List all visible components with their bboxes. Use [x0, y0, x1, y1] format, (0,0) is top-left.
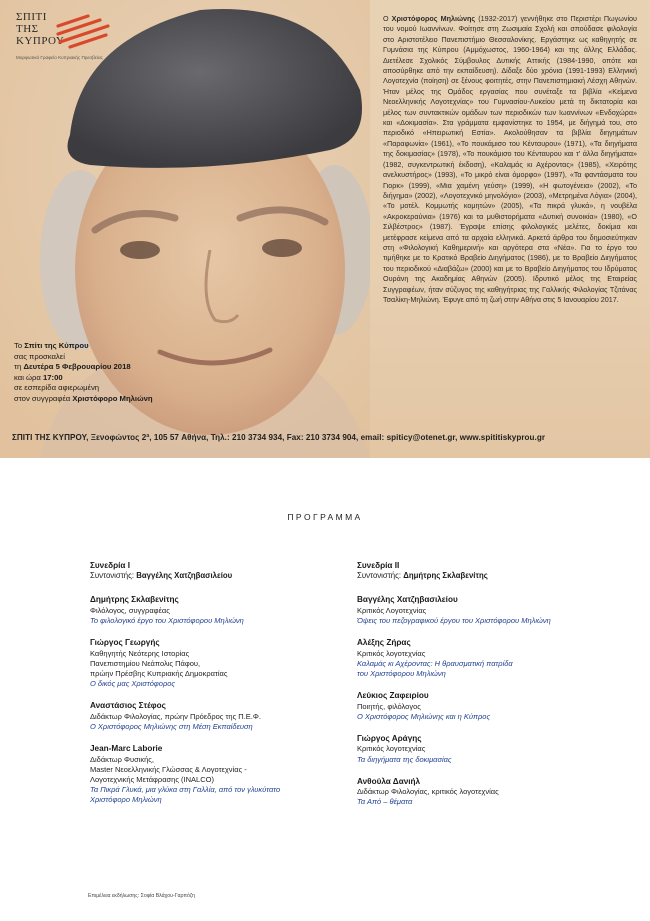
- speaker-name: Λεύκιος Ζαφειρίου: [357, 691, 429, 701]
- invite-honoree: Χριστόφορο Μηλιώνη: [72, 393, 153, 403]
- event-curator-credit: Επιμέλεια εκδήλωσης: Σοφία Βλάχου-Γαρπόζη: [88, 893, 195, 899]
- speaker-name: Jean-Marc Laborie: [90, 744, 163, 754]
- speaker: [357, 638, 597, 679]
- speaker-name: Δημήτρης Σκλαβενίτης: [90, 595, 179, 605]
- invite-line-1: [14, 341, 214, 352]
- moderator-name: Βαγγέλης Χατζηβασιλείου: [136, 571, 233, 581]
- speaker-topic: Ο δικός μας Χριστόφορος: [90, 679, 176, 689]
- moderator-name: Δημήτρης Σκλαβενίτης: [403, 571, 488, 581]
- moderator-label: Συντονιστής:: [90, 571, 137, 581]
- speaker: [90, 701, 330, 732]
- speaker-topic: Τα Από – θέματα: [357, 797, 413, 807]
- speaker-role: πρώην Πρέσβης Κυπριακής Δημοκρατίας: [90, 669, 228, 679]
- speaker-name: Βαγγέλης Χατζηβασιλείου: [357, 595, 458, 605]
- speaker: [357, 777, 597, 808]
- speaker-name: Γιώργος Αράγης: [357, 734, 422, 744]
- contact-line: ΣΠΙΤΙ ΤΗΣ ΚΥΠΡΟΥ, Ξενοφώντος 2ª, 105 57 Αθήνα, Τηλ.: 210 3734 934, Fax: 210 3734 904, email: spiticy@otenet.gr, www.spititiskyprou.gr: [12, 433, 546, 442]
- logo-line-1: ΣΠΙΤΙ: [16, 11, 47, 23]
- speaker: [357, 734, 597, 765]
- invitation-header: [0, 0, 650, 458]
- speaker-topic: του Χριστόφορου Μηλιώνη: [357, 669, 446, 679]
- speaker-role: Ποιητής, φιλόλογος: [357, 701, 421, 711]
- speaker-role: Master Νεοελληνικής Γλώσσας & Λογοτεχνίας -: [90, 764, 247, 774]
- invite-line-3: [14, 362, 214, 373]
- speaker-name: Γιώργος Γεωργής: [90, 638, 160, 648]
- speaker-topic: Ο Χριστόφορος Μηλιώνης στη Μέση Εκπαίδευση: [90, 722, 253, 732]
- session-2-moderator: [357, 571, 597, 581]
- bio-text: (1932-2017) γεννήθηκε στο Περιστέρι Πωγωνίου του νομού Ιωαννίνων. Φοίτησε στη Ζωσιμαία Σχολή και σπούδασε φιλολογία στο Αριστοτέλειο Πανεπιστήμιο Θεσσαλονίκης. Εργάστηκε ως καθηγητής σε Γυμνάσια της Κύπρου (Αμμόχωστος, 1960-1964) και της άλλης Ελλάδας. Διετέλεσε Σχολικός Σύμβουλος Δυτικής Αττικής (1984-1990, οπότε και αποσύρθηκε από την εκπαίδευση). Δίδαξε δύο χρόνια (1991-1993) Ελληνική Λογοτεχνία (ποίηση) σε ξένους φοιτητές, στην Πανεπιστημιακή Λέσχη Αθηνών. Ήταν μέλος της Ομάδος εργασίας που συνέταξε τα βιβλία «Κείμενα Νεοελληνικής Λογοτεχνίας» του Γυμνασίου-Λυκείου μετά τη δικτατορία και μέλος των συντακτικών ομάδων των περιοδικών των Ιωαννίνων «Ενδοχώρα» και «Δοκιμασία». Στα γράμματα εμφανίστηκε το 1954, με διήγημά του, στο περιοδικό «Ηπειρωτική Εστία». Ακολούθησαν τα βιβλία διηγημάτων «Παραφωνία» (1961), «Το πουκάμισο του Κένταυρου» (1971), «Τα διηγήματα της δοκιμασίας» (1978), «Το πουκάμισο του Κένταυρου και τ' άλλα διηγήματα» (1982, συγκεντρωτική έκδοση), «Καλαμάς κι Αχέροντας» (1985), «Χειρότης ανελκυστήρος» (1993), «Το μικρό είναι όμορφο» (1997), «Τα φαντάσματα του Γιορκ» (1999), «Μια χαμένη γεύση» (1999), «Η φωτογένεια» (2002), «Το διήγημα» (2002), «Λογοτεχνικό μηνολόγιο» (2003), «Μετρημένα Λόγια» (2004), «Το μοτέλ. Κομμωτής κομητών» (2005), «Τα πικρά γλυκά», η νουβέλα «Ακροκεραύνια» (1976) και τα μυθιστορήματα «Δυτική συνοικία» (1980), «Ο Σιλβέστρος» (1987). Έγραψε επίσης φιλολογικές μελέτες, δοκίμια και μετέφρασε κείμενα από τα αρχαία ελληνικά. Αρκετά άρθρα του δημοσιεύτηκαν στη «Φιλολογική Καθημερινή» και αργότερα στα «Νέα». Για το έργο του τιμήθηκε με το Κρατικό Βραβείο Διηγήματος (1986), με το Βραβείο Διηγήματος του περιοδικού «Διαβάζω» (2000) και με το Βραβείο Διηγήματος του Ιδρύματος Ουράνη της Ακαδημίας Αθηνών (2005). Ιδρυτικό μέλος της Εταιρείας Συγγραφέων, ήταν σύζυγος της καθηγήτριας της Γαλλικής Φιλολογίας Τζιτάνας Τσαλίκη-Μηλιώνη. Έφυγε από τη ζωή στην Αθήνα στις 5 Ιανουαρίου 2017.: [383, 14, 637, 304]
- invite-l4-pre: και ώρα: [14, 372, 43, 382]
- speaker-topic: Τα Πικρά Γλυκά, μια γλύκα στη Γαλλία, από τον γλυκύτατο: [90, 785, 281, 795]
- speaker-role: Διδάκτωρ Φυσικής,: [90, 754, 154, 764]
- speaker-role: Λογοτεχνικής Μετάφρασης (INALCO): [90, 775, 214, 785]
- invite-line-2: σας προσκαλεί: [14, 351, 65, 361]
- session-1-moderator: [90, 571, 330, 581]
- speaker-role: Πανεπιστημίου Νεάπολις Πάφου,: [90, 658, 201, 668]
- logo-subtitle: Μορφωτικό Γραφείο Κυπριακής Πρεσβείας: [16, 55, 103, 60]
- speaker-role: Διδάκτωρ Φιλολογίας, πρώην Πρόεδρος της Π.Ε.Φ.: [90, 711, 261, 721]
- speaker: [357, 691, 597, 722]
- author-biography: [383, 14, 637, 305]
- speaker-topic: Το φιλολογικό έργο του Χριστόφορου Μηλιώνη: [90, 616, 244, 626]
- invitation-text: [14, 341, 214, 405]
- session-2: [357, 561, 597, 820]
- invite-time: 17:00: [43, 372, 63, 382]
- speaker-role: Κριτικός λογοτεχνίας: [357, 648, 426, 658]
- speaker-role: Κριτικός λογοτεχνίας: [357, 744, 426, 754]
- speaker-role: Φιλόλογος, συγγραφέας: [90, 605, 170, 615]
- speaker-name: Αναστάσιος Στέφος: [90, 701, 166, 711]
- speaker-topic: Όψεις του πεζογραφικού έργου του Χριστόφορου Μηλιώνη: [357, 616, 551, 626]
- invite-l6-pre: στον συγγραφέα: [14, 393, 73, 403]
- speaker: [90, 595, 330, 626]
- speaker: [357, 595, 597, 626]
- bio-author-name: Χριστόφορος Μηλιώνης: [391, 14, 476, 23]
- speaker: [90, 744, 330, 805]
- invite-l3-pre: τη: [14, 362, 24, 372]
- speaker-role: Καθηγητής Νεότερης Ιστορίας: [90, 648, 190, 658]
- program-title: ΠΡΟΓΡΑΜΜΑ: [287, 512, 363, 522]
- invite-line-5: σε εσπερίδα αφιερωμένη: [14, 383, 100, 393]
- session-1-title: Συνεδρία Ι: [90, 561, 131, 570]
- logo-line-3: ΚΥΠΡΟΥ: [16, 35, 65, 47]
- moderator-label: Συντονιστής:: [357, 571, 404, 581]
- speaker-topic: Χριστόφορο Μηλιώνη: [90, 795, 162, 805]
- speaker-role: Διδάκτωρ Φιλολογίας, κριτικός λογοτεχνίας: [357, 787, 499, 797]
- speaker-topic: Καλαμάς κι Αχέροντας: Η θραυσματική πατρίδα: [357, 658, 513, 668]
- bio-prefix: Ο: [383, 14, 392, 23]
- spiti-tis-kyprou-logo: [16, 12, 126, 64]
- session-2-title: Συνεδρία ΙΙ: [357, 561, 400, 570]
- invite-host: Σπίτι της Κύπρου: [24, 341, 89, 350]
- speaker-topic: Τα διηγήματα της δοκιμασίας: [357, 754, 452, 764]
- speaker-name: Ανθούλα Δανιήλ: [357, 776, 421, 786]
- speaker: [90, 638, 330, 689]
- invite-line-6: [14, 394, 214, 405]
- session-1: [90, 561, 330, 818]
- logo-line-2: ΤΗΣ: [16, 23, 39, 35]
- invite-date: Δευτέρα 5 Φεβρουαρίου 2018: [23, 362, 131, 372]
- invite-line-4: [14, 373, 214, 384]
- invite-l1-pre: Το: [14, 341, 25, 350]
- speaker-role: Κριτικός Λογοτεχνίας: [357, 605, 427, 615]
- logo-stripes-icon: [48, 12, 110, 50]
- speaker-name: Αλέξης Ζήρας: [357, 638, 411, 648]
- speaker-topic: Ο Χριστόφορος Μηλιώνης και η Κύπρος: [357, 711, 491, 721]
